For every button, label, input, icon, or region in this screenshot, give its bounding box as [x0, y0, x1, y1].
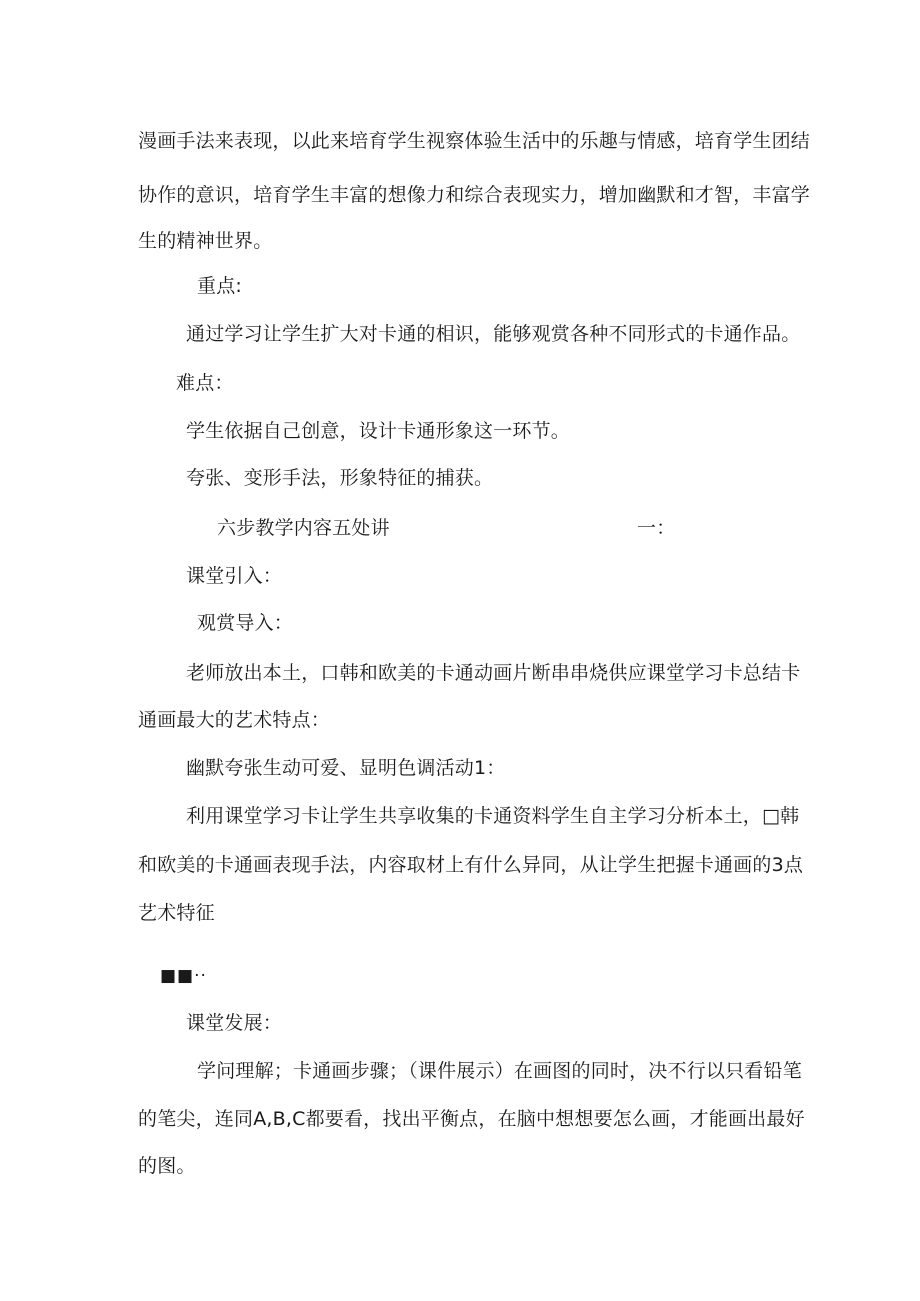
difficulty-item: 学生依据自己创意，设计卡通形象这一环节。: [186, 420, 571, 442]
intro-line: 和欧美的卡通画表现手法，内容取材上有什么异同，从让学生把握卡通画的3点: [138, 854, 804, 876]
steps-title: 六步教学内容五处讲: [217, 517, 390, 539]
intro-line: 幽默夸张生动可爱、显明色调活动1：: [186, 757, 506, 779]
intro-subheading: 观赏导入：: [197, 612, 294, 634]
key-point-heading: 重点:: [197, 275, 243, 297]
difficulty-heading: 难点：: [176, 372, 234, 394]
paragraph-line: 生的精神世界。: [138, 230, 273, 252]
intro-heading: 课堂引入：: [186, 565, 283, 587]
key-point-text: 通过学习让学生扩大对卡通的相识，能够观赏各种不同形式的卡通作品。: [186, 323, 801, 345]
difficulty-item: 夸张、变形手法，形象特征的捕获。: [186, 467, 494, 489]
development-line: 的笔尖，连同A,B,C都要看，找出平衡点，在脑中想想要怎么画，才能画出最好: [138, 1108, 805, 1130]
paragraph-line: 漫画手法来表现，以此来培育学生视察体验生活中的乐趣与情感，培育学生团结: [138, 130, 811, 152]
intro-line: 艺术特征: [138, 902, 215, 924]
intro-line: 老师放出本土，口韩和欧美的卡通动画片断串串烧供应课堂学习卡总结卡: [186, 662, 801, 684]
paragraph-line: 协作的意识，培育学生丰富的想像力和综合表现实力，增加幽默和才智，丰富学: [138, 184, 811, 206]
development-heading: 课堂发展：: [186, 1012, 283, 1034]
development-line: 的图。: [138, 1155, 196, 1177]
section-marker: ■■··: [160, 966, 207, 986]
development-line: 学问理解；卡通画步骤；（课件展示）在画图的同时，决不行以只看铅笔: [197, 1060, 802, 1082]
steps-number: 一：: [637, 517, 676, 539]
intro-line: 通画最大的艺术特点：: [138, 709, 331, 731]
intro-line: 利用课堂学习卡让学生共享收集的卡通资料学生自主学习分析本土，□韩: [186, 805, 800, 827]
